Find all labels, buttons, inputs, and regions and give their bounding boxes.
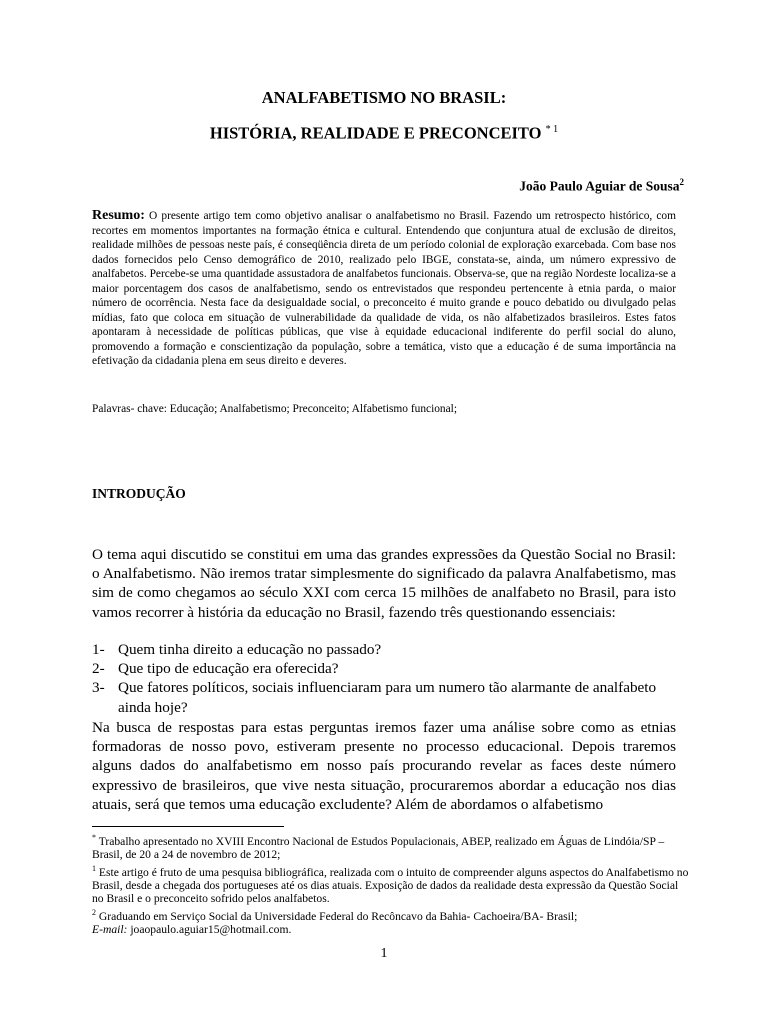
- footnote-text: Graduando em Serviço Social da Universidade Federal do Recôncavo da Bahia- Cachoeira/BA- Brasil;: [98, 909, 578, 923]
- list-item-number: 2-: [92, 660, 105, 678]
- list-item-text: Que tipo de educação era oferecida?: [118, 660, 339, 678]
- list-item: [92, 678, 676, 716]
- footnote: [92, 862, 692, 906]
- email-address: joaopaulo.aguiar15@hotmail.com.: [130, 923, 292, 937]
- title-line-2-text: HISTÓRIA, REALIDADE E PRECONCEITO: [209, 123, 542, 143]
- author-footnote-mark: 2: [679, 177, 684, 187]
- author-name: João Paulo Aguiar de Sousa: [519, 178, 680, 194]
- list-item-number: 3-: [92, 679, 105, 697]
- footnote-mark: 1: [92, 863, 96, 873]
- footnotes: [92, 831, 692, 936]
- list-item-text: Quem tinha direito a educação no passado?: [118, 641, 382, 658]
- list-item-number: 1-: [92, 641, 105, 658]
- footnote: [92, 906, 692, 923]
- list-item: [92, 640, 676, 659]
- keywords: Palavras- chave: Educação; Analfabetismo; Preconceito; Alfabetismo funcional;: [92, 403, 458, 415]
- email-label: E-mail:: [92, 923, 128, 937]
- footnote-text: Este artigo é fruto de uma pesquisa bibliográfica, realizada com o intuito de compreender alguns aspectos do Analfabetismo no Brasil, desde a chegada dos portugueses até os dias atuais. Exposição de dados da realidade desta expressão da Questão Social no Brasil e o preconceito sofrido pelos analfabetos.: [92, 865, 689, 906]
- page-number: 1: [380, 946, 388, 961]
- footnote-text: Trabalho apresentado no XVIII Encontro Nacional de Estudos Populacionais, ABEP, realizado em Águas de Lindóia/SP – Brasil, de 20 a 24 de novembro de 2012;: [92, 834, 665, 862]
- abstract-label: Resumo:: [92, 208, 145, 223]
- author: [519, 177, 684, 195]
- footnote-mark: *: [92, 833, 96, 842]
- question-list: [92, 640, 676, 717]
- list-item-text: Que fatores políticos, sociais influenciaram para um numero tão alarmante de analfabeto ainda hoje?: [118, 679, 657, 716]
- footnote-mark: 2: [92, 907, 96, 917]
- paragraph-2: Na busca de respostas para estas perguntas iremos fazer uma análise sobre como as etnias formadoras de nosso povo, estiveram presente no processo educacional. Depois traremos alguns dados do analfabetismo em nosso país procurando revelar as faces deste número expressivo de brasileiros, que vive nesta situação, procuraremos abordar a educação nos dias atuais, será que temos uma educação excludente? Além de abordamos o alfabetismo: [92, 719, 676, 813]
- footnote-divider: [92, 826, 284, 827]
- title-footnote-marks: * 1: [545, 124, 559, 135]
- title-line-2: [0, 120, 768, 144]
- title-line-1: ANALFABETISMO NO BRASIL:: [261, 88, 507, 107]
- paragraph-1: O tema aqui discutido se constitui em uma das grandes expressões da Questão Social no Brasil: o Analfabetismo. Não iremos tratar simplesmente do significado da palavra Analfabetismo, mas sim de como chegamos ao século XXI com cerca 15 milhões de analfabeto no Brasil, para isto vamos recorrer à história da educação no Brasil, fazendo três questionando essenciais:: [92, 546, 676, 621]
- author-email: [92, 923, 692, 936]
- list-item: [92, 659, 676, 678]
- abstract-text: O presente artigo tem como objetivo analisar o analfabetismo no Brasil. Fazendo um retrospecto histórico, com recortes em momentos importantes na formação étnica e cultural. Entendendo que conjuntura atual de exclusão de direitos, realidade milhões de pessoas neste país, é conseqüência direta de um período colonial de exploração exarcebada. Com base nos dados fornecidos pelo Censo demográfico de 2010, realizado pelo IBGE, constata-se, ainda, um número expressivo de analfabetos. Percebe-se uma quantidade assustadora de analfabetos funcionais. Observa-se, que na região Nordeste localiza-se a maior porcentagem dos casos de analfabetismo, sendo os entrevistados que respondeu pertencente à etnia parda, o maior número de ocorrência. Nesta face da desigualdade social, o preconceito é muito grande e pouco debatido ou divulgado pelas mídias, fato que coloca em situação de vulnerabilidade da qualidade de vida, os não alfabetizados brasileiros. Estes fatos apontaram à necessidade de políticas públicas, que vise à equidade educacional indiferente do perfil social do aluno, promovendo a formação e conscientização da população, sobre a temática, visto que a educação é de suma importância na efetivação da cidadania plena em seus direito e deveres.: [92, 210, 676, 367]
- section-heading: INTRODUÇÃO: [92, 486, 186, 501]
- abstract: [92, 209, 676, 369]
- footnote: [92, 831, 692, 862]
